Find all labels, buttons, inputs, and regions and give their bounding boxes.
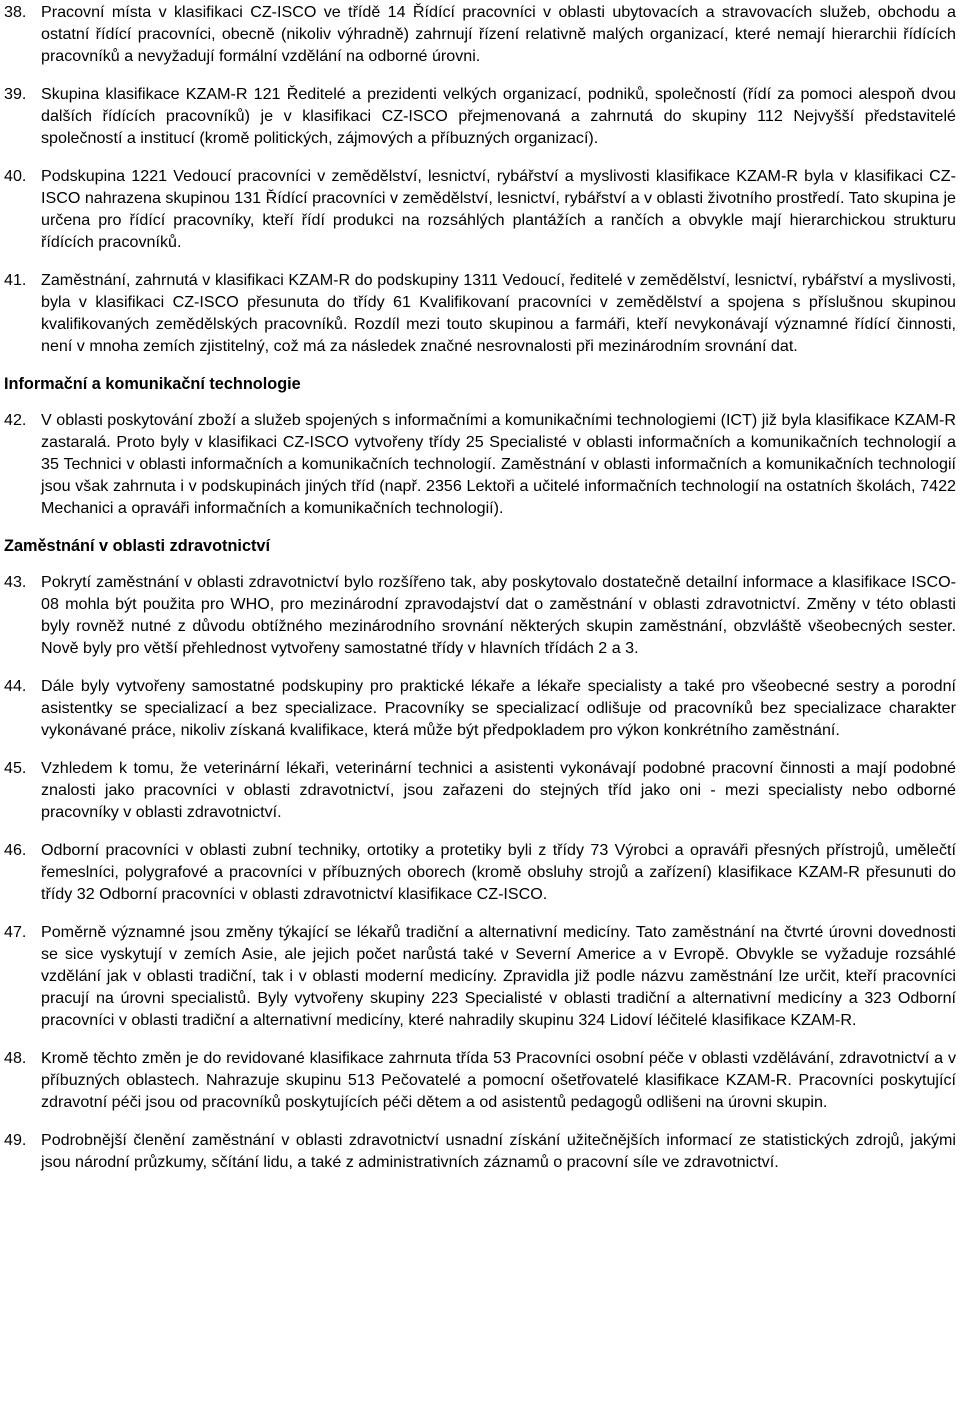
paragraph-number: 48. bbox=[4, 1049, 27, 1067]
paragraph-number: 41. bbox=[4, 271, 27, 289]
paragraph-39 bbox=[4, 83, 956, 149]
paragraph-41 bbox=[4, 269, 956, 357]
paragraph-47 bbox=[4, 921, 956, 1031]
paragraph-text: Zaměstnání, zahrnutá v klasifikaci KZAM-R do podskupiny 1311 Vedoucí, ředitelé v zemědělství, lesnictví, rybářství a myslivosti, byla v klasifikaci CZ-ISCO přesunuta do třídy 61 Kvalifikovaní pracovníci v zemědělství a spojena s příslušnou skupinou kvalifikovaných zemědělských pracovníků. Rozdíl mezi touto skupinou a farmáři, kteří nevykonávají významné řídící činnosti, není v mnoha zemích zjistitelný, což má za následek značné nesrovnalosti při mezinárodním srovnání dat. bbox=[41, 271, 956, 355]
paragraph-43 bbox=[4, 571, 956, 659]
paragraph-group-health bbox=[4, 571, 956, 1173]
section-heading-ict: Informační a komunikační technologie bbox=[4, 375, 301, 393]
paragraph-text: Podskupina 1221 Vedoucí pracovníci v zemědělství, lesnictví, rybářství a myslivosti klasifikace KZAM-R byla v klasifikaci CZ-ISCO nahrazena skupinou 131 Řídící pracovníci v zemědělství, lesnictví, rybářství a v oblasti životního prostředí. Tato skupina je určena pro řídící pracovníky, kteří řídí produkci na rozsáhlých plantážích a rančích a obvykle mají hierarchickou strukturu řídících pracovníků. bbox=[41, 167, 956, 251]
paragraph-text: Dále byly vytvořeny samostatné podskupiny pro praktické lékaře a lékaře specialisty a také pro všeobecné sestry a porodní asistentky se specializací a bez specializace. Pracovníky se specializací odlišuje od pracovníků bez specializace charakter vykonávané práce, nikoliv získaná kvalifikace, která může být předpokladem pro výkon konkrétního zaměstnání. bbox=[41, 677, 956, 739]
paragraph-text: Poměrně významné jsou změny týkající se lékařů tradiční a alternativní medicíny. Tato zaměstnání na čtvrté úrovni dovednosti se sice vyskytují v zemích Asie, ale jejich počet narůstá také v Severní Americe a v Evropě. Obvykle se vyžaduje rozsáhlé vzdělání jak v oblasti tradiční, tak i v oblasti moderní medicíny. Zpravidla již podle názvu zaměstnání lze určit, kteří pracovníci pracují na úrovni specialistů. Byly vytvořeny skupiny 223 Specialisté v oblasti tradiční a alternativní medicíny a 323 Odborní pracovníci v oblasti tradiční a alternativní medicíny, které nahradily skupinu 324 Lidoví léčitelé klasifikace KZAM-R. bbox=[41, 923, 956, 1029]
paragraph-number: 44. bbox=[4, 677, 27, 695]
paragraph-number: 38. bbox=[4, 3, 27, 21]
paragraph-text: Kromě těchto změn je do revidované klasifikace zahrnuta třída 53 Pracovníci osobní péče v oblasti vzdělávání, zdravotnictví a v příbuzných oblastech. Nahrazuje skupinu 513 Pečovatelé a pomocní ošetřovatelé klasifikace KZAM-R. Pracovníci poskytující zdravotní péči jsou od pracovníků poskytujících péči dětem a od asistentů pedagogů odlišeni na úrovni skupin. bbox=[41, 1049, 956, 1111]
paragraph-44 bbox=[4, 675, 956, 741]
paragraph-text: Podrobnější členění zaměstnání v oblasti zdravotnictví usnadní získání užitečnějších informací ze statistických zdrojů, jakými jsou národní průzkumy, sčítání lidu, a také z administrativních záznamů o pracovní síle ve zdravotnictví. bbox=[41, 1131, 956, 1171]
paragraph-group-ict bbox=[4, 409, 956, 519]
paragraph-number: 45. bbox=[4, 759, 27, 777]
paragraph-text: V oblasti poskytování zboží a služeb spojených s informačními a komunikačními technologiemi (ICT) již byla klasifikace KZAM-R zastaralá. Proto byly v klasifikaci CZ-ISCO vytvořeny třídy 25 Specialisté v oblasti informačních a komunikačních technologií a 35 Technici v oblasti informačních a komunikačních technologií. Zaměstnání v oblasti informačních a komunikačních technologií jsou však zahrnuta i v podskupinách jiných tříd (např. 2356 Lektoři a učitelé informačních technologií na ostatních školách, 7422 Mechanici a opraváři informačních a komunikačních technologií). bbox=[41, 411, 956, 517]
paragraph-48 bbox=[4, 1047, 956, 1113]
paragraph-text: Pokrytí zaměstnání v oblasti zdravotnictví bylo rozšířeno tak, aby poskytovalo dostatečně detailní informace a klasifikace ISCO-08 mohla být použita pro WHO, pro mezinárodní zpravodajství dat o zaměstnání v oblasti zdravotnictví. Změny v této oblasti byly rovněž nutné z důvodu obtížného mezinárodního srovnání některých skupin zaměstnání, obzvláště všeobecných sester. Nově byly pro větší přehlednost vytvořeny samostatné třídy v hlavních třídách 2 a 3. bbox=[41, 573, 956, 657]
paragraph-number: 49. bbox=[4, 1131, 27, 1149]
paragraph-text: Pracovní místa v klasifikaci CZ-ISCO ve třídě 14 Řídící pracovníci v oblasti ubytovacích a stravovacích služeb, obchodu a ostatní řídící pracovníci, obecně (nikoliv výhradně) zahrnují řízení relativně malých organizací, které nemají hierarchii řídících pracovníků a nevyžadují formální vzdělání na odborné úrovni. bbox=[41, 3, 956, 65]
paragraph-group-classification bbox=[4, 1, 956, 357]
section-heading-health: Zaměstnání v oblasti zdravotnictví bbox=[4, 537, 270, 555]
paragraph-text: Vzhledem k tomu, že veterinární lékaři, veterinární technici a asistenti vykonávají podobné pracovní činnosti a mají podobné znalosti jako pracovníci v oblasti zdravotnictví, jsou zařazeni do stejných tříd jako oni - mezi specialisty nebo odborné pracovníky v oblasti zdravotnictví. bbox=[41, 759, 956, 821]
paragraph-38 bbox=[4, 1, 956, 67]
paragraph-45 bbox=[4, 757, 956, 823]
paragraph-49 bbox=[4, 1129, 956, 1173]
paragraph-text: Skupina klasifikace KZAM-R 121 Ředitelé a prezidenti velkých organizací, podniků, společností (řídí za pomoci alespoň dvou dalších řídících pracovníků) je v klasifikaci CZ-ISCO přejmenovaná a zahrnutá do skupiny 112 Nejvyšší představitelé společností a institucí (kromě politických, zájmových a příbuzných organizací). bbox=[41, 85, 956, 147]
paragraph-number: 42. bbox=[4, 411, 27, 429]
paragraph-46 bbox=[4, 839, 956, 905]
paragraph-40 bbox=[4, 165, 956, 253]
paragraph-number: 46. bbox=[4, 841, 27, 859]
paragraph-number: 43. bbox=[4, 573, 27, 591]
paragraph-42 bbox=[4, 409, 956, 519]
paragraph-number: 40. bbox=[4, 167, 27, 185]
paragraph-text: Odborní pracovníci v oblasti zubní techniky, ortotiky a protetiky byli z třídy 73 Výrobci a opraváři přesných přístrojů, umělečtí řemeslníci, polygrafové a pracovníci v příbuzných oborech (kromě obsluhy strojů a zařízení) klasifikace KZAM-R přesunuti do třídy 32 Odborní pracovníci v oblasti zdravotnictví klasifikace CZ-ISCO. bbox=[41, 841, 956, 903]
paragraph-number: 39. bbox=[4, 85, 27, 103]
paragraph-number: 47. bbox=[4, 923, 27, 941]
